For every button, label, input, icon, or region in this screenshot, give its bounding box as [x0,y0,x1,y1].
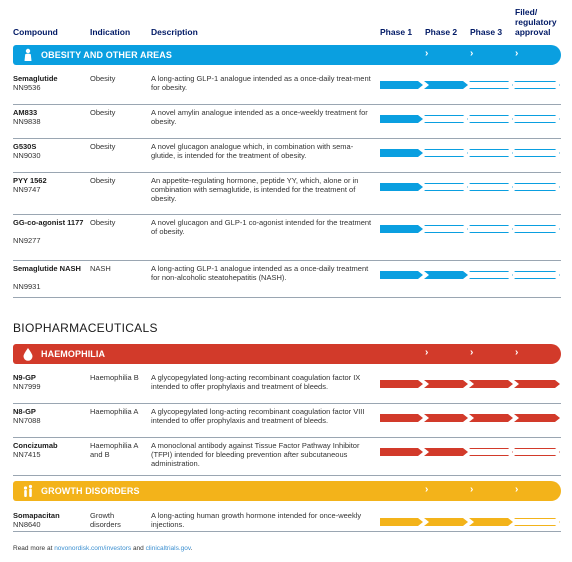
investors-link[interactable]: novonordisk.com/investors [54,545,132,552]
description: A long-acting human growth hormone intended for once-weekly injections. [151,511,362,529]
row-divider [13,437,561,438]
obesity-category-title: OBESITY AND OTHER AREAS [41,50,172,60]
row-divider [13,475,561,476]
phase-segment-filled [380,115,423,123]
chevron-right-icon: › [425,347,429,358]
phase-progress-bar [380,149,561,157]
pipeline-row [13,218,561,260]
growth-category-title: GROWTH DISORDERS [41,486,140,496]
indication: Haemophilia A [90,407,139,416]
phase-segment-empty [469,271,513,279]
phase-segment-empty [514,271,560,279]
phase-segment-empty [469,81,513,89]
compound-name: Semaglutide NASH [13,264,81,273]
phase2-header: Phase 2 [425,27,458,37]
phase-segment-filled [424,271,468,279]
row-divider [13,138,561,139]
description: A novel glucagon and GLP-1 co-agonist intended for the treatment of obesity. [151,218,372,236]
pipeline-row [13,176,561,214]
description: A novel amylin analogue intended as a once-weekly treatment for obesity. [151,108,368,126]
footer-and: and [131,545,146,552]
phase-progress-bar [380,448,561,456]
indication: Obesity [90,142,116,151]
indication: Haemophilia A and B [90,441,138,459]
description: A novel glucagon analogue which, in combination with sema-glutide, is intended for the treatment of obesity. [151,142,354,160]
phase-segment-filled [380,271,423,279]
pipeline-row [13,74,561,104]
phase-segment-empty [424,149,468,157]
indication: Haemophilia B [90,373,139,382]
phase-segment-empty [469,183,513,191]
phase-progress-bar [380,225,561,233]
table-header [0,0,572,44]
phase-segment-empty [514,149,560,157]
footer-note [13,545,192,552]
phase3-header: Phase 3 [470,27,503,37]
compound-code: NN7088 [13,416,41,425]
phase-segment-empty [424,183,468,191]
phase-progress-bar [380,183,561,191]
compound-code: NN9747 [13,185,41,194]
indication: NASH [90,264,111,273]
filed-header-line3: approval [515,27,551,37]
phase-segment-filled [380,81,423,89]
phase-segment-filled [380,448,423,456]
phase-segment-empty [514,518,560,526]
phase-segment-empty [469,149,513,157]
phase-segment-filled [424,81,468,89]
compound-code: NN7999 [13,382,41,391]
compound-name: GG-co-agonist 1177 [13,218,84,227]
blood-drop-icon [21,347,35,361]
phase-segment-filled [469,380,513,388]
chevron-right-icon: › [425,484,429,495]
phase-segment-empty [514,115,560,123]
compound-header: Compound [13,27,58,37]
phase-progress-bar [380,271,561,279]
compound-code: NN8640 [13,520,41,529]
phase-segment-filled [380,414,423,422]
phase-segment-filled [380,225,423,233]
haemophilia-category-bar [13,344,561,364]
phase-progress-bar [380,81,561,89]
indication-header: Indication [90,27,131,37]
filed-header-line2: regulatory [515,17,557,27]
compound-name: N8-GP [13,407,36,416]
indication: Obesity [90,74,116,83]
phase-segment-empty [469,115,513,123]
chevron-right-icon: › [515,484,519,495]
phase-segment-filled [469,414,513,422]
footer-prefix: Read more at [13,545,55,552]
phase-segment-filled [514,380,560,388]
compound-code: NN9931 [13,282,41,291]
filed-header-line1: Filed/ [515,7,538,17]
growth-category-bar [13,481,561,501]
clinicaltrials-link[interactable]: clinicaltrials.gov [145,545,191,552]
person-icon [21,48,35,62]
description: A glycopegylated long-acting recombinant coagulation factor IX intended to offer prophylaxis and treatment of bleeds. [151,373,361,391]
row-divider [13,260,561,261]
phase-segment-empty [424,225,468,233]
phase-segment-filled [469,518,513,526]
chevron-right-icon: › [470,48,474,59]
phase-segment-empty [514,225,560,233]
compound-code: NN9536 [13,83,41,92]
compound-name: Concizumab [13,441,58,450]
phase-segment-filled [424,414,468,422]
description: An appetite-regulating hormone, peptide YY, which, alone or in combination with semaglutide, is intended for the treatment of obesity. [151,176,359,203]
haemophilia-category-title: HAEMOPHILIA [41,349,106,359]
row-divider [13,297,561,298]
description: A long-acting GLP-1 analogue intended as a once-daily treat-ment for obesity. [151,74,371,92]
row-divider [13,104,561,105]
compound-code: NN9030 [13,151,41,160]
compound-name: AM833 [13,108,38,117]
chevron-right-icon: › [515,48,519,59]
chevron-right-icon: › [515,347,519,358]
phase-segment-empty [469,225,513,233]
obesity-category-bar [13,45,561,65]
compound-code: NN9838 [13,117,41,126]
compound-name: Semaglutide [13,74,58,83]
chevron-right-icon: › [470,484,474,495]
phase-segment-filled [380,183,423,191]
row-divider [13,214,561,215]
compound-name: PYY 1562 [13,176,47,185]
phase-progress-bar [380,380,561,388]
row-divider [13,531,561,532]
compound-name: G530S [13,142,37,151]
phase-segment-empty [514,183,560,191]
phase-progress-bar [380,414,561,422]
pipeline-row [13,373,561,403]
pipeline-row [13,511,561,531]
indication: Growth disorders [90,511,121,529]
phase-progress-bar [380,115,561,123]
phase-segment-empty [424,115,468,123]
footer-suffix: . [190,545,193,552]
phase-progress-bar [380,518,561,526]
phase-segment-filled [424,518,468,526]
description: A long-acting GLP-1 analogue intended as a once-daily treatment for non-alcoholic steatohepatitis (NASH). [151,264,369,282]
pipeline-row [13,108,561,138]
phase-segment-filled [380,149,423,157]
row-divider [13,403,561,404]
chevron-right-icon: › [470,347,474,358]
phase-segment-empty [514,81,560,89]
phase-segment-filled [424,448,468,456]
phase-segment-filled [380,380,423,388]
compound-name: N9-GP [13,373,36,382]
pipeline-row [13,264,561,297]
row-divider [13,172,561,173]
phase-segment-filled [380,518,423,526]
indication: Obesity [90,218,116,227]
growth-icon [21,484,35,498]
phase1-header: Phase 1 [380,27,413,37]
pipeline-row [13,441,561,475]
phase-segment-filled [424,380,468,388]
compound-name: Somapacitan [13,511,60,520]
pipeline-row [13,407,561,437]
phase-segment-empty [514,448,560,456]
chevron-right-icon: › [425,48,429,59]
pipeline-row [13,142,561,172]
description: A monoclonal antibody against Tissue Factor Pathway Inhibitor (TFPI) intended for bleeding prevention after subcutaneous administration. [151,441,360,468]
description-header: Description [151,27,198,37]
phase-segment-empty [469,448,513,456]
compound-code: NN7415 [13,450,41,459]
indication: Obesity [90,176,116,185]
phase-segment-filled [514,414,560,422]
description: A glycopegylated long-acting recombinant coagulation factor VIII intended to offer prophylaxis and treatment of bleeds. [151,407,365,425]
section-title: BIOPHARMACEUTICALS [13,321,158,335]
indication: Obesity [90,108,116,117]
compound-code: NN9277 [13,236,41,245]
